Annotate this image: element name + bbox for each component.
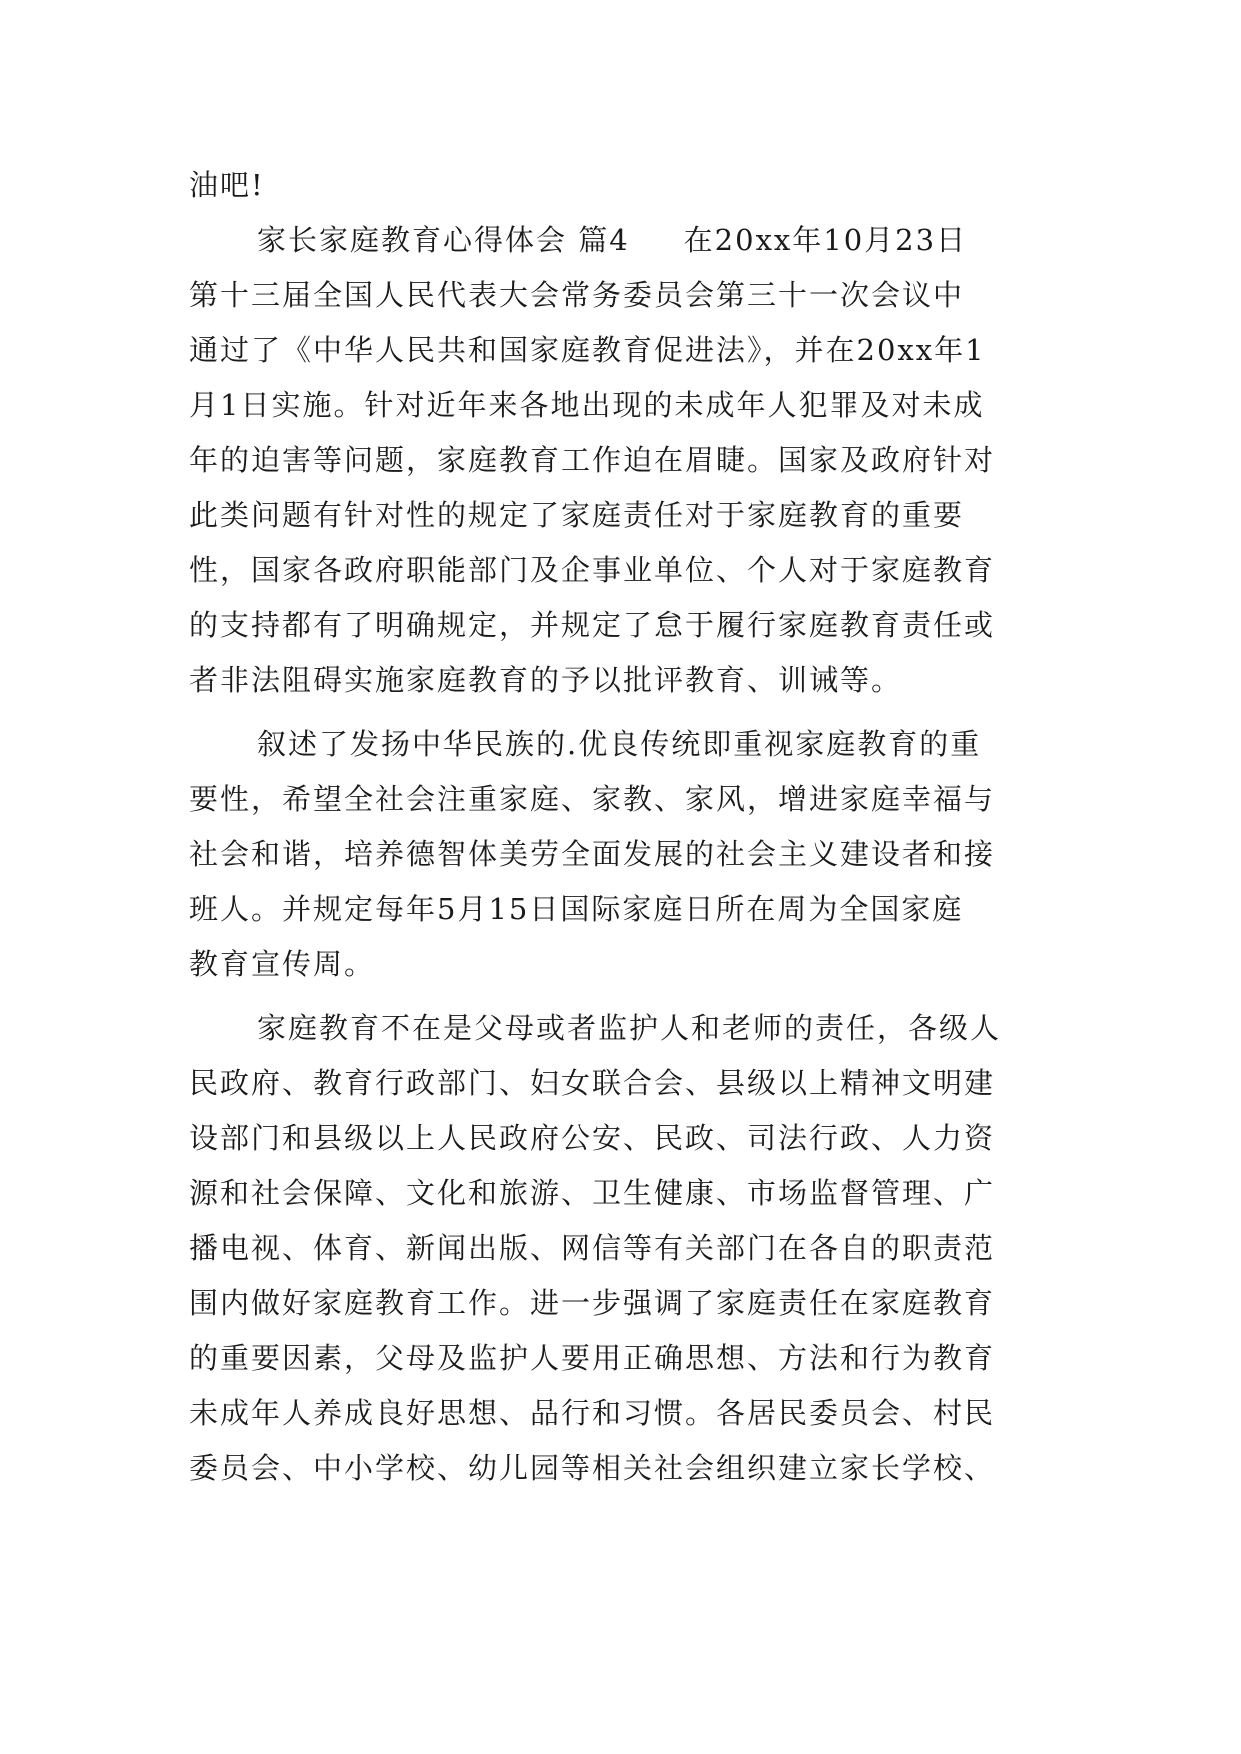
text-line: 委员会、中小学校、幼儿园等相关社会组织建立家长学校、 <box>189 1451 996 1485</box>
text-line: 在20xx年10月23日 <box>683 223 968 257</box>
text-line: 月1日实施。针对近年来各地出现的未成年人犯罪及对未成 <box>189 388 985 422</box>
text-line: 社会和谐，培养德智体美劳全面发展的社会主义建设者和接 <box>189 837 996 871</box>
text-line: 要性，希望全社会注重家庭、家教、家风，增进家庭幸福与 <box>189 782 996 816</box>
text-line: 班人。并规定每年5月15日国际家庭日所在周为全国家庭 <box>189 892 964 926</box>
text-line: 民政府、教育行政部门、妇女联合会、县级以上精神文明建 <box>189 1066 996 1100</box>
text-line: 叙述了发扬中华民族的.优良传统即重视家庭教育的重 <box>257 727 982 761</box>
text-line: 围内做好家庭教育工作。进一步强调了家庭责任在家庭教育 <box>189 1286 996 1320</box>
text-line: 第十三届全国人民代表大会常务委员会第三十一次会议中 <box>189 278 965 312</box>
text-line: 源和社会保障、文化和旅游、卫生健康、市场监督管理、广 <box>189 1176 996 1210</box>
text-line: 此类问题有针对性的规定了家庭责任对于家庭教育的重要 <box>189 498 965 532</box>
document-body <box>189 158 1069 1496</box>
text-line: 油吧! <box>189 168 265 202</box>
text-line: 的重要因素，父母及监护人要用正确思想、方法和行为教育 <box>189 1341 996 1375</box>
text-line: 性，国家各政府职能部门及企事业单位、个人对于家庭教育 <box>189 553 996 587</box>
text-line: 通过了《中华人民共和国家庭教育促进法》，并在20xx年1 <box>189 333 986 367</box>
text-line: 年的迫害等问题，家庭教育工作迫在眉睫。国家及政府针对 <box>189 443 996 477</box>
heading-line <box>189 213 1069 268</box>
text-line: 教育宣传周。 <box>189 947 376 981</box>
text-line: 家庭教育不在是父母或者监护人和老师的责任，各级人 <box>257 1011 1002 1045</box>
section-heading: 家长家庭教育心得体会 篇4 <box>257 223 630 257</box>
text-line: 的支持都有了明确规定，并规定了怠于履行家庭教育责任或 <box>189 608 996 642</box>
text-line: 者非法阻碍实施家庭教育的予以批评教育、训诫等。 <box>189 663 903 697</box>
text-line: 设部门和县级以上人民政府公安、民政、司法行政、人力资 <box>189 1121 996 1155</box>
text-line: 播电视、体育、新闻出版、网信等有关部门在各自的职责范 <box>189 1231 996 1265</box>
text-line: 未成年人养成良好思想、品行和习惯。各居民委员会、村民 <box>189 1396 996 1430</box>
